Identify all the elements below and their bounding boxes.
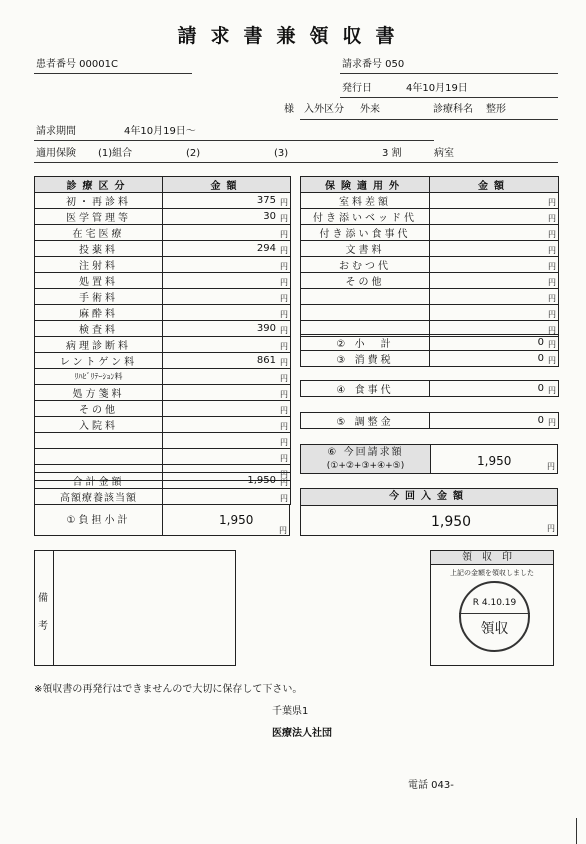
current-billing-label: ⑥ 今回請求額 <box>327 447 404 458</box>
left-row-label: 在宅医療 <box>35 225 163 241</box>
insurance-label: 適用保険 <box>36 148 76 159</box>
left-row-label <box>35 433 163 449</box>
remarks-label: 備考 <box>38 593 48 632</box>
burden-yen: 円 <box>279 526 287 535</box>
left-row-amount: 円 <box>163 401 291 417</box>
left-row <box>35 401 291 417</box>
right-row <box>301 273 559 289</box>
high-cost-label: 高額療養該当額 <box>35 489 163 505</box>
left-row <box>35 273 291 289</box>
document-title: 請求書兼領収書 <box>177 25 409 47</box>
left-row-label: 入院料 <box>35 417 163 433</box>
left-row-label: 処置料 <box>35 273 163 289</box>
left-header-item: 診療区分 <box>35 177 163 193</box>
right-row <box>301 257 559 273</box>
right-header-item: 保険適用外 <box>301 177 430 193</box>
right-row-amount: 円 <box>430 225 559 241</box>
left-row <box>35 385 291 401</box>
left-row-label <box>35 449 163 465</box>
insurance-3: (3) <box>274 148 289 159</box>
scan-edge-line <box>576 818 577 844</box>
left-row-amount: 390 円 <box>163 321 291 337</box>
received-label: 今回入金額 <box>389 491 469 502</box>
subtotal-table <box>300 334 559 367</box>
left-row-amount: 円 <box>163 433 291 449</box>
left-row <box>35 449 291 465</box>
right-row-label: おむつ代 <box>301 257 430 273</box>
left-row-label: レントゲン料 <box>35 353 163 369</box>
left-row-amount: 円 <box>163 385 291 401</box>
left-row-amount: 円 <box>163 465 291 481</box>
ward-label: 病室 <box>434 148 454 159</box>
invoice-number: 請求番号 050 <box>342 59 405 70</box>
left-row-label: その他 <box>35 401 163 417</box>
right-row-amount: 円 <box>430 289 559 305</box>
inout-label: 入外区分 <box>304 104 344 115</box>
patient-number-underline <box>34 73 192 74</box>
received-header <box>301 489 557 506</box>
right-row-label: 室料差額 <box>301 193 430 209</box>
received-box <box>300 488 558 536</box>
left-row <box>35 193 291 209</box>
left-row-amount: 円 <box>163 257 291 273</box>
stamp-text: 領収 <box>480 621 509 637</box>
period-label: 請求期間 <box>36 126 76 137</box>
received-yen: 円 <box>547 524 555 533</box>
insurance-underline <box>34 162 558 163</box>
left-row <box>35 369 291 385</box>
department-value: 整形 <box>486 104 506 115</box>
right-row-label: 文書料 <box>301 241 430 257</box>
left-row-label: 処方箋料 <box>35 385 163 401</box>
inout-value: 外来 <box>360 104 380 115</box>
left-row-amount: 円 <box>163 369 291 385</box>
adjust-table <box>300 412 559 429</box>
left-row-label: 医学管理等 <box>35 209 163 225</box>
subtotal-value: 0 円 <box>430 335 559 351</box>
burden-label: ①負担小計 <box>66 515 131 526</box>
period-underline <box>34 140 434 141</box>
prefecture: 千葉県1 <box>272 706 309 717</box>
patient-number: 患者番号 00001C <box>36 59 118 70</box>
non-insured-fee-table <box>300 176 559 337</box>
right-row <box>301 209 559 225</box>
right-row-label <box>301 305 430 321</box>
right-row-label: 付き添い食事代 <box>301 225 430 241</box>
right-row-amount: 円 <box>430 321 559 337</box>
high-cost-value: 円 <box>163 489 291 505</box>
inout-underline <box>300 119 558 120</box>
left-row-amount: 円 <box>163 337 291 353</box>
phone: 電話 043- <box>408 780 454 791</box>
current-billing-formula: (①+②+③+④+⑤) <box>326 461 405 471</box>
left-row <box>35 433 291 449</box>
received-value: 1,950 <box>431 514 472 530</box>
current-billing-yen: 円 <box>547 462 555 471</box>
left-row-label: ﾘﾊﾋﾞﾘﾃｰｼｮﾝ料 <box>35 369 163 385</box>
left-row-amount: 30 円 <box>163 209 291 225</box>
medical-fee-table <box>34 176 291 481</box>
left-row <box>35 209 291 225</box>
receipt-received-text: 上記の金額を領収しました <box>450 569 534 577</box>
right-row <box>301 225 559 241</box>
burden-subtotal-box <box>34 504 290 536</box>
insurance-2: (2) <box>186 148 201 159</box>
stamp-date: R 4.10.19 <box>472 598 517 608</box>
reissue-note: ※領収書の再発行はできませんので大切に保存して下さい。 <box>34 684 303 695</box>
current-billing-label-cell <box>301 445 431 473</box>
period-value: 4年10月19日～ <box>124 126 196 137</box>
left-row-amount: 294 円 <box>163 241 291 257</box>
right-row <box>301 305 559 321</box>
left-row-label: 初・再診料 <box>35 193 163 209</box>
left-row-amount: 375 円 <box>163 193 291 209</box>
meal-table <box>300 380 559 397</box>
burden-label-cell <box>35 505 163 535</box>
remarks-label-cell <box>35 551 54 665</box>
left-row <box>35 289 291 305</box>
right-row <box>301 289 559 305</box>
current-billing-box <box>300 444 558 474</box>
tax-value: 0 円 <box>430 351 559 367</box>
left-row-amount: 円 <box>163 289 291 305</box>
receipt-stamp-circle <box>459 581 530 652</box>
right-header-amount: 金額 <box>430 177 559 193</box>
right-row-amount: 円 <box>430 305 559 321</box>
left-row-amount: 円 <box>163 449 291 465</box>
left-row-amount: 円 <box>163 225 291 241</box>
organization: 医療法人社団 <box>272 728 332 739</box>
total-table <box>34 472 291 505</box>
left-row-amount: 861 円 <box>163 353 291 369</box>
stamp-divider-top <box>459 613 530 614</box>
left-row-label: 注射料 <box>35 257 163 273</box>
subtotal-label: ② 小 計 <box>301 335 430 351</box>
left-row <box>35 337 291 353</box>
right-row-amount: 円 <box>430 257 559 273</box>
meal-value: 0 円 <box>430 381 559 397</box>
receipt-stamp-header <box>431 551 553 565</box>
issue-date-label: 発行日 <box>342 83 372 94</box>
adjust-label: ⑤ 調整金 <box>301 413 430 429</box>
adjust-value: 0 円 <box>430 413 559 429</box>
right-row <box>301 241 559 257</box>
total-value: 1,950 円 <box>163 473 291 489</box>
department-label: 診療科名 <box>433 104 473 115</box>
left-row <box>35 241 291 257</box>
left-row-label: 手術料 <box>35 289 163 305</box>
right-row-amount: 円 <box>430 193 559 209</box>
remarks-box <box>34 550 236 666</box>
left-row-label: 投薬料 <box>35 241 163 257</box>
right-row-label: その他 <box>301 273 430 289</box>
right-row-amount: 円 <box>430 273 559 289</box>
left-header-amount: 金額 <box>163 177 291 193</box>
burden-value: 1,950 <box>219 513 254 527</box>
burden-ratio: 3 割 <box>382 148 402 159</box>
meal-label: ④ 食事代 <box>301 381 430 397</box>
right-row-amount: 円 <box>430 241 559 257</box>
left-row-label: 病理診断料 <box>35 337 163 353</box>
left-row-label: 検査料 <box>35 321 163 337</box>
tax-label: ③ 消費税 <box>301 351 430 367</box>
right-row <box>301 193 559 209</box>
invoice-number-underline <box>340 73 558 74</box>
right-row-label <box>301 289 430 305</box>
left-row <box>35 257 291 273</box>
receipt-stamp-label: 領収印 <box>462 552 522 563</box>
left-row <box>35 225 291 241</box>
issue-date: 4年10月19日 <box>406 83 468 94</box>
right-row-amount: 円 <box>430 209 559 225</box>
left-row-amount: 円 <box>163 273 291 289</box>
total-label: 合計金額 <box>35 473 163 489</box>
insurance-1: (1)組合 <box>98 148 133 159</box>
left-row <box>35 321 291 337</box>
issue-date-underline <box>340 97 558 98</box>
sama-label: 様 <box>284 104 294 115</box>
right-row-label: 付き添いベッド代 <box>301 209 430 225</box>
left-row <box>35 417 291 433</box>
current-billing-value: 1,950 <box>477 454 512 468</box>
left-row <box>35 305 291 321</box>
left-row-label: 麻酔料 <box>35 305 163 321</box>
left-row-amount: 円 <box>163 417 291 433</box>
left-row-amount: 円 <box>163 305 291 321</box>
left-row <box>35 353 291 369</box>
